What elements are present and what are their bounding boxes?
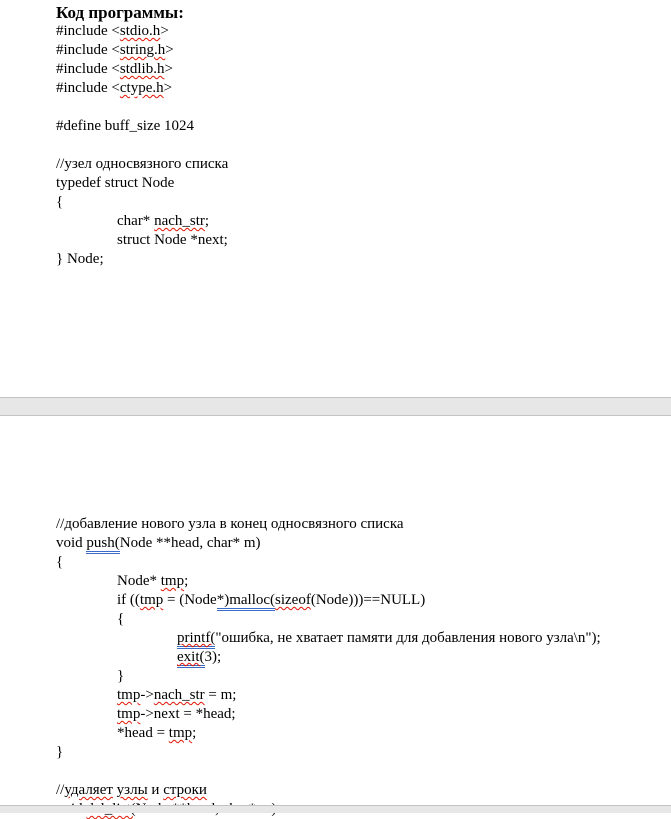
code-line <box>0 174 671 193</box>
code-line <box>0 686 671 705</box>
spellcheck-squiggle: string.h <box>119 42 166 58</box>
document-page-2 <box>0 416 671 805</box>
code-text: } Node; <box>56 251 104 267</box>
code-line <box>0 743 671 762</box>
code-line <box>0 762 671 781</box>
spellcheck-squiggle: удаляет <box>64 782 113 798</box>
code-text: // <box>56 782 65 798</box>
code-line <box>0 79 671 98</box>
spellcheck-squiggle: sizeof <box>275 592 311 608</box>
code-line <box>0 610 671 629</box>
spellcheck-squiggle: tmp <box>139 592 164 608</box>
spellcheck-squiggle: nach_str <box>154 213 205 229</box>
code-line <box>0 250 671 269</box>
code-text: ; <box>192 725 197 741</box>
code-text: //добавление нового узла в конец односвязного списка <box>56 516 404 532</box>
code-line <box>0 553 671 572</box>
code-text: = m; <box>204 687 237 703</box>
code-text: Код программы: <box>56 3 184 22</box>
spellcheck-squiggle: строки <box>163 782 207 798</box>
code-line <box>0 193 671 212</box>
code-text: ; <box>184 573 189 589</box>
code-text: if (( <box>117 592 140 608</box>
code-text: Node **head, char* m) <box>119 535 261 551</box>
code-text: > <box>163 80 173 96</box>
code-text: ; <box>204 213 210 229</box>
spellcheck-squiggle: tmp <box>117 706 141 722</box>
code-text: { <box>56 194 64 210</box>
code-text: > <box>160 23 169 39</box>
code-text: > <box>164 61 173 77</box>
code-line <box>0 515 671 534</box>
code-text: и <box>147 782 164 798</box>
code-text: { <box>117 611 125 627</box>
code-line <box>0 781 671 800</box>
code-text: typedef struct Node <box>56 175 175 191</box>
code-line <box>0 41 671 60</box>
spellcheck-and-grammar-underline: printf( <box>177 630 215 649</box>
spellcheck-squiggle: nach_str <box>153 687 205 703</box>
document-title <box>0 3 671 22</box>
code-text: (Node)))==NULL) <box>310 592 426 608</box>
code-text: void <box>56 535 87 551</box>
code-text: *head = <box>117 725 169 741</box>
grammar-underline: push( <box>86 535 119 554</box>
code-line <box>0 724 671 743</box>
code-line <box>0 212 671 231</box>
code-text: } <box>56 744 64 760</box>
spellcheck-squiggle: tmp <box>168 725 193 741</box>
document-page-1 <box>0 0 671 397</box>
spellcheck-and-grammar-underline: exit( <box>177 649 205 668</box>
code-line <box>0 534 671 553</box>
page-break-band <box>0 397 671 416</box>
code-text: 3); <box>204 649 222 665</box>
code-line <box>0 231 671 250</box>
code-text: char* <box>117 213 155 229</box>
code-line <box>0 155 671 174</box>
code-text: "ошибка, не хватает памяти для добавления нового узла\n"); <box>215 630 601 646</box>
code-line <box>0 648 671 667</box>
spellcheck-squiggle: ctype.h <box>119 80 164 96</box>
code-text: -> <box>140 687 154 703</box>
spellcheck-squiggle: tmp <box>117 687 141 703</box>
code-text: #include < <box>56 23 120 39</box>
code-line <box>0 667 671 686</box>
code-text: struct Node *next; <box>117 232 228 248</box>
code-line <box>0 705 671 724</box>
code-line <box>0 22 671 41</box>
code-text: #include < <box>56 80 120 96</box>
spellcheck-squiggle: tmp <box>160 573 185 589</box>
spellcheck-squiggle: узлы <box>116 782 148 798</box>
grammar-underline: *)malloc( <box>217 592 275 611</box>
spellcheck-squiggle: stdio.h <box>119 23 161 39</box>
code-text: //узел односвязного списка <box>56 156 229 172</box>
code-text: #include < <box>56 42 120 58</box>
code-line <box>0 60 671 79</box>
code-line <box>0 136 671 155</box>
code-text: { <box>56 554 64 570</box>
code-text: = (Node <box>163 592 217 608</box>
code-text: Node* <box>117 573 161 589</box>
code-text: #include < <box>56 61 120 77</box>
code-text: > <box>165 42 174 58</box>
code-line <box>0 591 671 610</box>
code-line <box>0 98 671 117</box>
code-text: ->next = *head; <box>140 706 236 722</box>
spellcheck-squiggle: stdlib.h <box>119 61 165 77</box>
code-text: #define buff_size 1024 <box>56 118 195 134</box>
code-line <box>0 572 671 591</box>
code-line <box>0 629 671 648</box>
code-line <box>0 117 671 136</box>
code-text: } <box>117 668 125 684</box>
page-break-band-bottom <box>0 805 671 813</box>
